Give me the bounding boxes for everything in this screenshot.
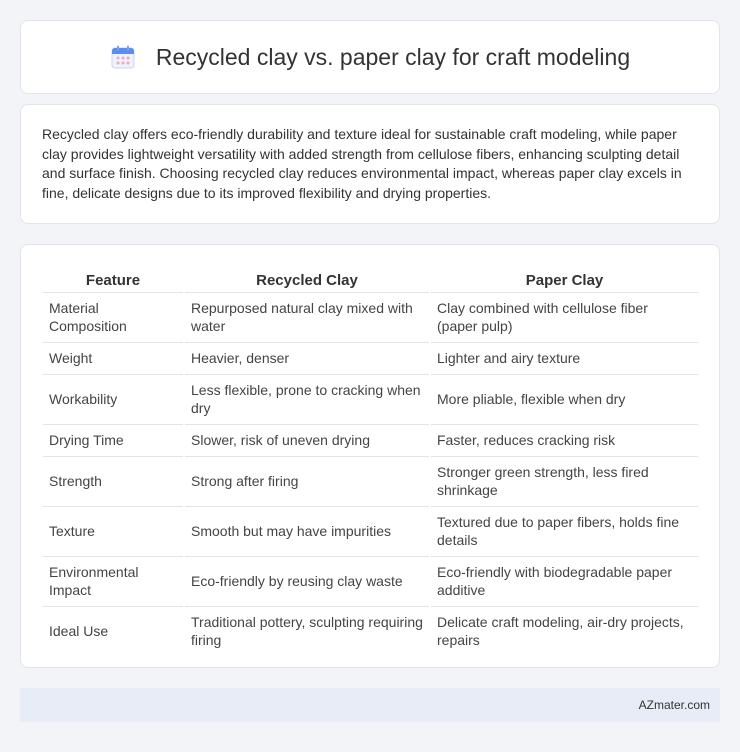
table-row bbox=[43, 424, 698, 455]
page-title: Recycled clay vs. paper clay for craft modeling bbox=[155, 43, 631, 70]
table-cell-feature: Workability bbox=[43, 374, 183, 423]
table-cell-paper: Stronger green strength, less fired shrinkage bbox=[431, 456, 698, 505]
table-cell-paper: Textured due to paper fibers, holds fine details bbox=[431, 506, 698, 555]
table-row bbox=[43, 374, 698, 423]
table-cell-recycled: Less flexible, prone to cracking when dry bbox=[185, 374, 429, 423]
table-cell-recycled: Eco-friendly by reusing clay waste bbox=[185, 556, 429, 605]
table-cell-paper: Eco-friendly with biodegradable paper additive bbox=[431, 556, 698, 605]
footer-brand: AZmater.com bbox=[638, 698, 710, 712]
table-cell-feature: Weight bbox=[43, 342, 183, 373]
summary-card bbox=[20, 104, 720, 224]
title-card bbox=[20, 20, 720, 94]
table-cell-feature: Texture bbox=[43, 506, 183, 555]
table-cell-feature: Strength bbox=[43, 456, 183, 505]
table-cell-recycled: Strong after firing bbox=[185, 456, 429, 505]
comparison-table bbox=[41, 265, 700, 656]
table-cell-recycled: Repurposed natural clay mixed with water bbox=[185, 292, 429, 341]
table-row bbox=[43, 606, 698, 655]
table-cell-paper: Lighter and airy texture bbox=[431, 342, 698, 373]
table-cell-recycled: Slower, risk of uneven drying bbox=[185, 424, 429, 455]
column-header-feature: Feature bbox=[85, 272, 141, 289]
table-cell-recycled: Heavier, denser bbox=[185, 342, 429, 373]
table-row bbox=[43, 556, 698, 605]
table-cell-feature: Drying Time bbox=[43, 424, 183, 455]
comparison-card bbox=[20, 244, 720, 668]
table-cell-feature: Environmental Impact bbox=[43, 556, 183, 605]
table-cell-paper: Delicate craft modeling, air-dry projects, repairs bbox=[431, 606, 698, 655]
table-header-row bbox=[43, 266, 698, 291]
column-header-paper-clay: Paper Clay bbox=[525, 272, 604, 289]
table-cell-recycled: Traditional pottery, sculpting requiring firing bbox=[185, 606, 429, 655]
summary-text: Recycled clay offers eco-friendly durability and texture ideal for sustainable craft modeling, while paper clay provides lightweight versatility with added strength from cellulose fibers, enhancing sculpting detail and surface finish. Choosing recycled clay reduces environmental impact, whereas paper clay excels in fine, delicate designs due to its improved flexibility and drying properties. bbox=[42, 126, 682, 201]
table-cell-paper: Clay combined with cellulose fiber (paper pulp) bbox=[431, 292, 698, 341]
table-row bbox=[43, 456, 698, 505]
calendar-icon bbox=[110, 44, 136, 70]
table-cell-paper: Faster, reduces cracking risk bbox=[431, 424, 698, 455]
table-row bbox=[43, 342, 698, 373]
table-row bbox=[43, 506, 698, 555]
footer-bar bbox=[20, 688, 720, 722]
table-cell-recycled: Smooth but may have impurities bbox=[185, 506, 429, 555]
column-header-recycled-clay: Recycled Clay bbox=[256, 272, 358, 289]
table-cell-feature: Material Composition bbox=[43, 292, 183, 341]
table-cell-feature: Ideal Use bbox=[43, 606, 183, 655]
table-cell-paper: More pliable, flexible when dry bbox=[431, 374, 698, 423]
table-row bbox=[43, 292, 698, 341]
